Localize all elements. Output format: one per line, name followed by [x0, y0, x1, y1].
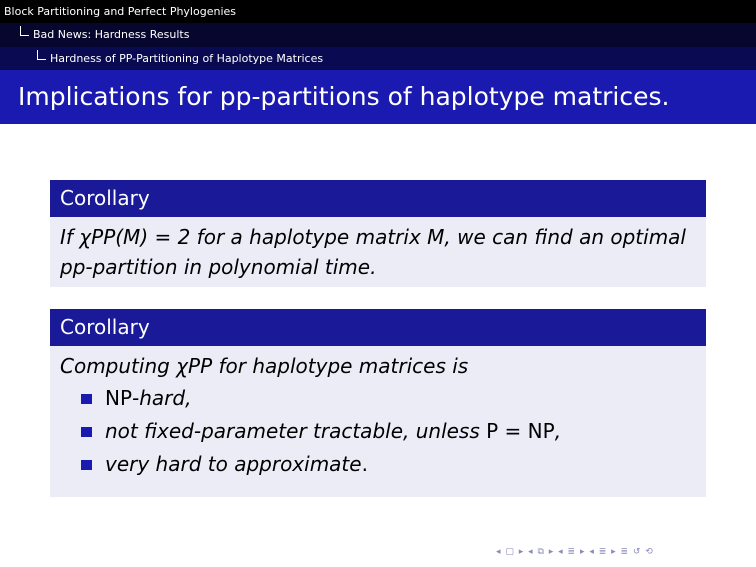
headline-subsection[interactable] [0, 23, 756, 47]
corollary-block-1 [50, 180, 706, 287]
item-text: -hard, [132, 386, 192, 410]
headline-section-text: Block Partitioning and Perfect Phylogenies [4, 5, 236, 18]
list-item [60, 415, 696, 448]
corollary-title: Corollary [50, 180, 706, 217]
headline-subsection-text: Bad News: Hardness Results [33, 28, 190, 41]
corollary-line: If χPP(M) = 2 for a haplotype matrix M, we can find an optimal [60, 225, 686, 249]
item-tail: . [361, 452, 368, 476]
item-tail: , [554, 419, 562, 443]
beamer-navigation-bar[interactable]: ◂ ▢ ▸ ◂ ⧉ ▸ ◂ ≣ ▸ ◂ ≣ ▸ ≣ ↺ ⟲ [496, 547, 654, 557]
square-bullet-icon [81, 460, 92, 470]
item-upright: P = NP [486, 419, 555, 443]
square-bullet-icon [81, 394, 92, 404]
corollary-body [50, 346, 706, 497]
corollary-line: pp-partition in polynomial time. [60, 255, 377, 279]
frame-title: Implications for pp-partitions of haplotype matrices. [18, 82, 670, 111]
item-text: very hard to approximate [105, 452, 362, 476]
corollary-intro: Computing χPP for haplotype matrices is [60, 354, 469, 378]
list-item [60, 448, 696, 481]
frame-title-bar [0, 70, 756, 124]
headline-subsubsection[interactable] [0, 47, 756, 70]
tree-branch-icon [20, 26, 29, 36]
tree-branch-icon [37, 50, 46, 60]
list-item [60, 382, 696, 415]
item-upright: NP [105, 386, 133, 410]
headline-subsubsection-text: Hardness of PP-Partitioning of Haplotype Matrices [50, 52, 324, 65]
corollary-title: Corollary [50, 309, 706, 346]
corollary-body [50, 217, 706, 287]
item-text: not fixed-parameter tractable, unless [105, 419, 487, 443]
headline-section[interactable] [0, 0, 756, 23]
corollary-block-2 [50, 309, 706, 497]
square-bullet-icon [81, 427, 92, 437]
